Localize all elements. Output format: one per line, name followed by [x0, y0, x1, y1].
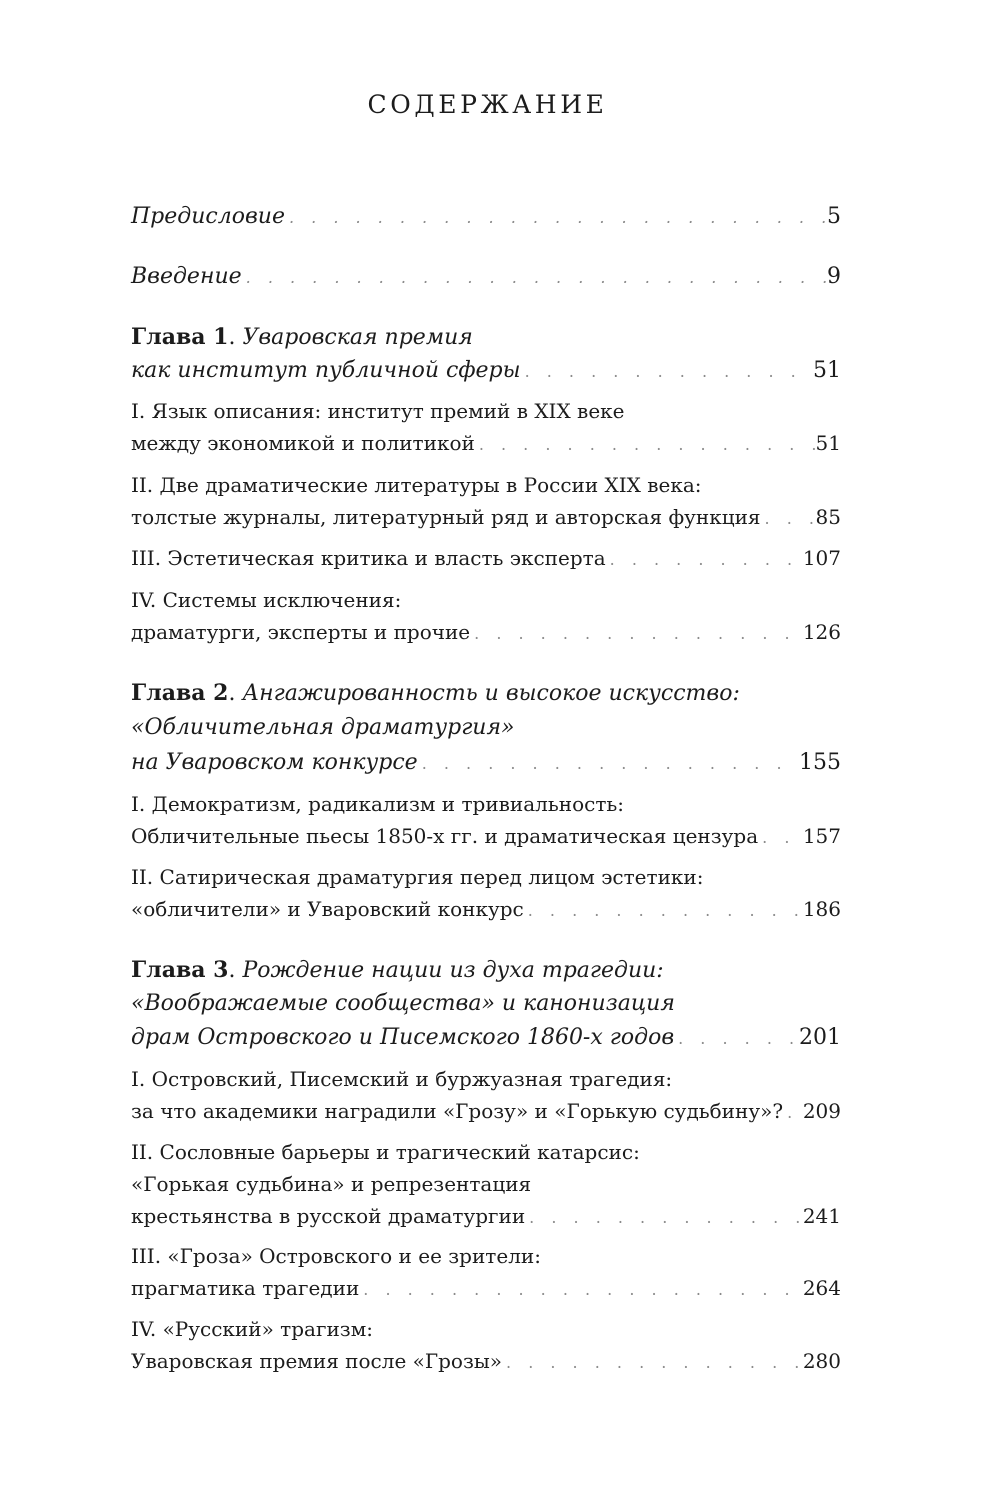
dot-leader — [285, 203, 827, 233]
dot-leader — [502, 1348, 803, 1378]
section-title-line: I. Островский, Писемский и буржуазная трагедия: — [131, 1067, 673, 1091]
toc-section-cont[interactable] — [131, 502, 841, 534]
section-title-line: толстые журналы, литературный ряд и авторская функция — [131, 505, 761, 529]
chapter-title-line: Уваровская премия — [242, 325, 473, 350]
chapter-2-heading-cont[interactable] — [131, 713, 841, 743]
contents-heading: СОДЕРЖАНИЕ — [367, 90, 608, 119]
section-title-line: крестьянства в русской драматургии — [131, 1204, 526, 1228]
toc-section-cont[interactable] — [131, 1201, 841, 1233]
toc-entry-page: 157 — [802, 824, 841, 848]
chapter-label: Глава 3 — [131, 957, 229, 983]
section-title-line: III. Эстетическая критика и власть эксперта — [131, 546, 606, 570]
toc-entry-page: 126 — [802, 620, 841, 644]
toc-section[interactable] — [131, 470, 841, 500]
toc-entry-page: 280 — [802, 1349, 841, 1373]
toc-section[interactable] — [131, 789, 841, 819]
toc-entry-page: 209 — [802, 1099, 841, 1123]
chapter-title-line: драм Островского и Писемского 1860-х годов — [131, 1025, 675, 1050]
chapter-3-heading-cont[interactable] — [131, 1023, 841, 1054]
toc-entry-introduction[interactable] — [131, 262, 841, 293]
toc-entry-page: 264 — [802, 1276, 841, 1300]
dot-leader — [606, 545, 803, 575]
section-title-line: «Горькая судьбина» и репрезентация — [131, 1172, 532, 1196]
toc-section[interactable] — [131, 585, 841, 615]
toc-section[interactable] — [131, 1241, 841, 1271]
dot-leader — [470, 619, 803, 649]
chapter-label: Глава 1 — [131, 324, 229, 350]
dot-leader — [761, 504, 816, 534]
dot-leader — [524, 896, 803, 926]
toc-section[interactable] — [131, 862, 841, 892]
dot-leader — [783, 1098, 803, 1128]
toc-section[interactable] — [131, 1137, 841, 1167]
chapter-3-heading[interactable]: Глава 3. Рождение нации из духа трагедии: — [131, 957, 664, 983]
chapter-title-line: как институт публичной сферы — [131, 358, 521, 383]
section-title-line: IV. «Русский» трагизм: — [131, 1317, 373, 1341]
toc-entry-page: 51 — [813, 358, 841, 383]
section-title-line: II. Две драматические литературы в России XIX века: — [131, 473, 702, 497]
toc-entry-title: Введение — [131, 264, 242, 289]
chapter-1-heading-cont[interactable] — [131, 356, 841, 387]
dot-leader — [475, 430, 816, 460]
toc-entry-page: 85 — [815, 505, 841, 529]
dot-leader — [674, 1024, 799, 1054]
toc-entry-page: 5 — [827, 204, 841, 229]
toc-section[interactable] — [131, 1064, 841, 1094]
dot-leader — [359, 1275, 803, 1305]
chapter-2-heading[interactable]: Глава 2. Ангажированность и высокое искусство: — [131, 680, 740, 706]
toc-entry-page: 201 — [799, 1025, 841, 1050]
section-title-line: III. «Гроза» Островского и ее зрители: — [131, 1244, 541, 1268]
section-title-line: Обличительные пьесы 1850-х гг. и драматическая цензура — [131, 824, 759, 848]
dot-leader — [758, 823, 803, 853]
dot-leader — [525, 1203, 803, 1233]
chapter-label: Глава 2 — [131, 680, 229, 706]
chapter-1-heading[interactable]: Глава 1. Уваровская премия — [131, 324, 473, 350]
section-title-line: I. Демократизм, радикализм и тривиальность: — [131, 792, 625, 816]
toc-section-cont[interactable] — [131, 821, 841, 853]
section-title-line: IV. Системы исключения: — [131, 588, 402, 612]
section-title-line: за что академики наградили «Грозу» и «Горькую судьбину»? — [131, 1099, 784, 1123]
section-title-line: II. Сословные барьеры и трагический катарсис: — [131, 1140, 640, 1164]
dot-leader — [521, 357, 813, 387]
toc-section-cont[interactable] — [131, 1273, 841, 1305]
toc-entry-title: Предисловие — [131, 204, 285, 229]
toc-section-cont[interactable] — [131, 1096, 841, 1128]
section-title-line: «обличители» и Уваровский конкурс — [131, 897, 524, 921]
toc-section[interactable] — [131, 396, 841, 426]
section-title-line: I. Язык описания: институт премий в XIX веке — [131, 399, 625, 423]
chapter-title-line: «Обличительная драматургия» — [131, 715, 515, 740]
chapter-2-heading-cont[interactable] — [131, 748, 841, 779]
chapter-title-line: Рождение нации из духа трагедии: — [242, 958, 664, 983]
section-title-line: между экономикой и политикой — [131, 431, 475, 455]
toc-section-cont[interactable] — [131, 1346, 841, 1378]
chapter-title-line: Ангажированность и высокое искусство: — [242, 681, 740, 706]
toc-section-cont[interactable] — [131, 894, 841, 926]
toc-entry-page: 155 — [799, 750, 841, 775]
dot-leader — [242, 263, 827, 293]
section-title-line: прагматика трагедии — [131, 1276, 360, 1300]
toc-entry-page: 186 — [802, 897, 841, 921]
toc-entry-preface[interactable] — [131, 202, 841, 233]
chapter-3-heading-cont[interactable] — [131, 989, 841, 1019]
toc-entry-page: 51 — [815, 431, 841, 455]
toc-entry-page: 107 — [802, 546, 841, 570]
toc-entry-page: 241 — [802, 1204, 841, 1228]
section-title-line: драматурги, эксперты и прочие — [131, 620, 471, 644]
chapter-title-line: на Уваровском конкурсе — [131, 750, 418, 775]
toc-section-cont[interactable] — [131, 428, 841, 460]
chapter-title-line: «Воображаемые сообщества» и канонизация — [131, 991, 675, 1016]
dot-leader — [418, 749, 799, 779]
toc-entry-page: 9 — [827, 264, 841, 289]
toc-section-cont[interactable] — [131, 617, 841, 649]
toc-section-cont[interactable] — [131, 1169, 841, 1199]
toc-section[interactable] — [131, 1314, 841, 1344]
toc-section[interactable] — [131, 543, 841, 575]
section-title-line: Уваровская премия после «Грозы» — [131, 1349, 503, 1373]
section-title-line: II. Сатирическая драматургия перед лицом эстетики: — [131, 865, 704, 889]
